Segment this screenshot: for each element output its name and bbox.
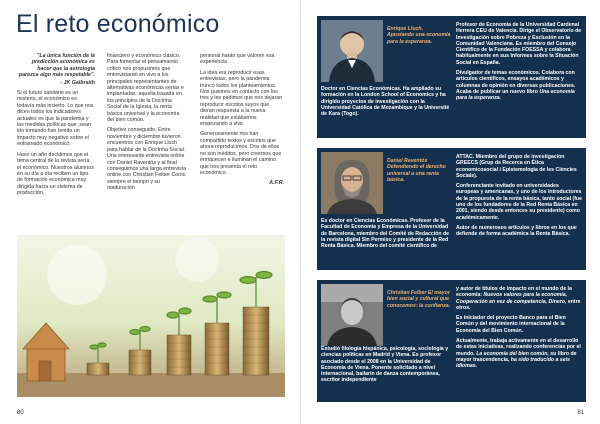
epigraph-quote: "La única función de la predicción económica es hacer que la astrología parezca algo más respetable". <box>18 53 95 79</box>
bio-paragraph: Conferenciante invitado en universidades europeas y americanas, y uno de los introductores de la propuesta de la renta básica, tanto social (fue uno de los fundadores de la Red Renta Básica en 2001, siendo desde entonces su presidente) como académicamente. <box>456 183 582 221</box>
bio-text: ha sido traducido a seis idiomas. <box>456 356 570 370</box>
profile-bio-left: Doctor en Ciencias Económicas. Ha ampliado su formación en la London School of Economics y ha dirigido proyectos de investigación con la Universidad Católica de Mozambique y la Université de Kara (Togo). <box>321 86 450 118</box>
bio-paragraph <box>456 286 582 311</box>
signature: A.F.R. <box>269 180 284 187</box>
profile-bio-right <box>456 154 582 242</box>
bio-text: y autor de títulos de impacto en el mundo de la economía: <box>456 286 572 299</box>
bio-text: Actualmente, trabaja activamente en el desarrollo de estas iniciativas, realizando conferencias por el mundo. <box>456 338 581 357</box>
page-number: 80 <box>17 410 24 416</box>
bio-paragraph <box>456 70 582 101</box>
text-column-2 <box>107 53 187 196</box>
paragraph: personal harán que valoren esa experiencia. <box>200 53 275 66</box>
bio-paragraph: ATTAC. Miembro del grupo de investigación GREECS (Grup de Recerca en Ètica economicosocial i Epistemologia de les Ciències Socials). <box>456 154 577 179</box>
profile-caption: Daniel Raventós Defendiendo el derecho universal a una renta básica. <box>387 158 446 183</box>
profile-bio-right <box>456 286 582 374</box>
profile-card-raventos <box>317 148 586 270</box>
page-number: 81 <box>577 410 584 416</box>
right-page <box>300 0 600 424</box>
paragraph: Si el futuro sanitario es un misterio, el económico es todavía más incierto. Lo que nos dicen todos los indicadores actuales es que la pandemia y las medidas políticas que ,sean ido tomando han tenido un impacto muy negativo sobre el entramado económico. <box>17 90 94 148</box>
profile-caption: Enrique Lluch. Apostando una economía para la esperanza. <box>387 26 451 45</box>
bio-text: su libro de mayor trascendencia, <box>456 350 577 363</box>
profile-bio-left: Es doctor en Ciencias Económicas. Profesor de la Facultad de Economía y Empresa de la Universidad de Barcelona, miembro del Comité de Redacción de la revista digital Sin Permiso y presidente de la Red Renta Básica. Miembro del comité científico de <box>321 218 449 250</box>
portrait-photo <box>321 284 383 346</box>
profile-caption: Christian Felber El mayor bien social y cultural que conocemos: la confianza. <box>387 290 451 309</box>
book-titles: Nuevos valores para la economía, Cooperación en vez de competencia, Dinero, <box>456 292 568 305</box>
paragraph: Generosamente nos han compartido textos y escritos que ahora reproducimos. Dos de ellos no son inéditos, pero creemos que enriquecen e iluminan el camino que nos presenta el reto económico. <box>200 131 282 176</box>
book-title: La economía del bien común, <box>476 350 549 357</box>
paragraph: Hace un año decidimos que el tema central de la revista sería el económico. Nuestros alumnos en su día a día reciben un tipo de formación económica muy dirigida hacia un sistema de producción, <box>17 151 94 197</box>
book-title: Una economía para la esperanza. <box>456 88 575 102</box>
bio-text: entre otros. <box>456 298 581 311</box>
bio-text: Divulgador de temas económicos. Colabora con artículos científicos, ensayos académicos y columnas de opinión en diversas publicaciones. Acaba de publicar un nuevo libro <box>456 70 576 95</box>
bio-paragraph <box>456 338 582 369</box>
portrait-photo <box>321 20 383 82</box>
paragraph: Objetivo conseguido. Entre noviembre y diciembre tuvieron encuentros con Enrique Lluch para hablar de la Doctrina Social. Una interesante entrevista online con Daniel Raventós y al final conseguimos una larga entrevista online con Christian Felber Como siempre el tiempo y su maduración <box>107 127 187 192</box>
profile-card-felber <box>317 280 586 402</box>
profile-bio-left: Estudió filología hispánica, psicología, sociología y ciencias políticas en Madrid y Viena. Es profesor asociado desde el 2008 en la Universidad de Economía de Viena. Ponente solicitado a nivel internacional, bailarín de danza contemporánea, escritor independiente <box>321 346 449 384</box>
text-column-1 <box>17 53 95 201</box>
coins-house-photo <box>17 235 285 397</box>
profile-bio-right <box>456 22 582 106</box>
page-title: El reto económico <box>16 10 220 38</box>
bio-paragraph: Profesor de Economía de la Universidad Cardenal Herrera CEU de Valencia. Dirige el Observatorio de Investigación sobre Pobreza y Exclusión en la Comunidad Valenciana. Es miembro del Consejo Científico de la Fundación FOESSA y colabora habitualmente en sus Informes sobre la Situación Social en España. <box>456 22 582 66</box>
paragraph: La idea era reproducir esas entrevistas, pero la pandemia truncó todos los planteamientos. Nos pusimos en contacto con los tres y les pedimos que nos dejaran reproducir escritos suyos que dieran respuesta a la nueva realidad que estábamos empezando a vivir. <box>200 69 283 128</box>
bio-paragraph: Autor de numerosos artículos y libros en los que defiende de forma académica la Renta Básica. <box>456 224 577 238</box>
portrait-photo <box>321 152 383 214</box>
bio-paragraph: Es iniciador del proyecto Banco para el Bien Común y del movimiento internacional de la Economía del Bien Común. <box>456 315 566 334</box>
text-column-3 <box>200 53 284 191</box>
paragraph: financiero y económico clásico. Para fomentar el pensamiento crítico nos propusimos que entrevistaran en vivo a los principales representantes de alternativas económicas serias e implantadas: aquella basada en los principios de la Doctrina Social de la Iglesia, la renta básica universal y la economía del bien común. <box>107 53 184 124</box>
epigraph-author: - JK Galbraith <box>60 79 95 86</box>
profile-card-lluch <box>317 16 586 138</box>
